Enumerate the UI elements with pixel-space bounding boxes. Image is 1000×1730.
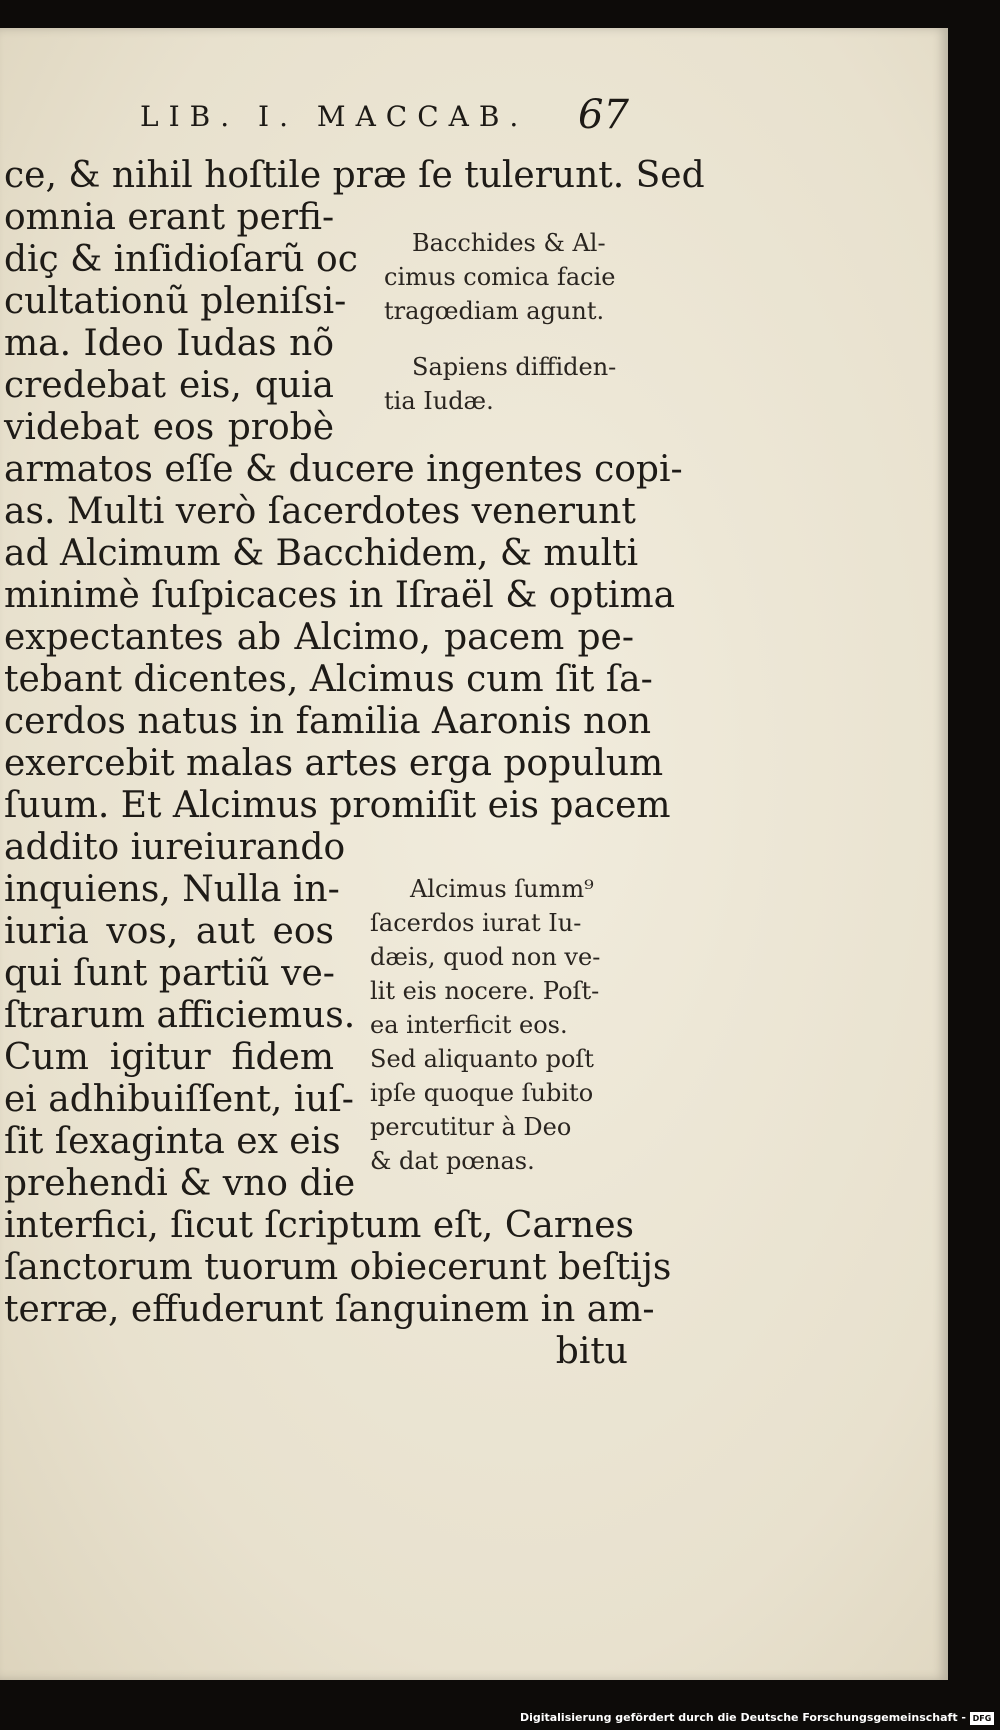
note-line: cimus comica facie bbox=[384, 263, 616, 291]
footer-bar bbox=[0, 1708, 1000, 1730]
text-line: Cum igitur fidem bbox=[4, 1037, 334, 1078]
text-line: diç & inſidioſarũ oc bbox=[4, 239, 358, 280]
funding-credit: Digitalisierung gefördert durch die Deutsche Forschungsgemeinschaft - bbox=[519, 1711, 966, 1724]
text-line: cultationũ pleniſsi- bbox=[4, 281, 347, 322]
text-line: qui ſunt partiũ ve- bbox=[4, 953, 335, 994]
margin-note bbox=[370, 872, 640, 1178]
text-line: terræ, effuderunt ſanguinem in am- bbox=[4, 1289, 655, 1330]
text-line: videbat eos probè bbox=[4, 407, 334, 448]
book-page bbox=[0, 28, 948, 1680]
text-line: ſtrarum afficiemus. bbox=[4, 995, 356, 1036]
text-line: omnia erant perfi- bbox=[4, 197, 335, 238]
text-line: ad Alcimum & Bacchidem, & multi bbox=[4, 533, 639, 574]
text-line: as. Multi verò ſacerdotes venerunt bbox=[4, 491, 636, 532]
note-line: Sapiens diffiden- bbox=[412, 353, 617, 381]
text-line: ſuum. Et Alcimus promiſit eis pacem bbox=[4, 785, 671, 826]
margin-note bbox=[384, 350, 644, 418]
note-line: lit eis nocere. Poſt- bbox=[370, 977, 600, 1005]
text-line: ma. Ideo Iudas nõ bbox=[4, 323, 334, 364]
text-line: ſanctorum tuorum obiecerunt beſtijs bbox=[4, 1247, 672, 1288]
dfg-logo: DFG bbox=[970, 1712, 994, 1725]
note-line: ſacerdos iurat Iu- bbox=[370, 909, 582, 937]
text-line: armatos eſſe & ducere ingentes copi- bbox=[4, 449, 683, 490]
note-line: ipſe quoque ſubito bbox=[370, 1079, 594, 1107]
text-line: tebant dicentes, Alcimus cum ſit ſa- bbox=[4, 659, 653, 700]
margin-note bbox=[384, 226, 644, 328]
text-line: prehendi & vno die bbox=[4, 1163, 356, 1204]
text-line: ei adhibuiſſent, iuſ- bbox=[4, 1079, 354, 1120]
text-line: minimè ſuſpicaces in Iſraël & optima bbox=[4, 575, 676, 616]
note-line: & dat pœnas. bbox=[370, 1147, 535, 1175]
note-line: tragœdiam agunt. bbox=[384, 297, 605, 325]
note-line: tia Iudæ. bbox=[384, 387, 494, 415]
note-line: percutitur à Deo bbox=[370, 1113, 572, 1141]
text-line: cerdos natus in familia Aaronis non bbox=[4, 701, 652, 742]
page-number: 67 bbox=[578, 92, 629, 138]
text-line: exercebit malas artes erga populum bbox=[4, 743, 664, 784]
note-line: dæis, quod non ve- bbox=[370, 943, 601, 971]
text-line: credebat eis, quia bbox=[4, 365, 334, 406]
text-line: inquiens, Nulla in- bbox=[4, 869, 340, 910]
running-title: LIB. I. MACCAB. bbox=[140, 100, 529, 133]
text-line: ce, & nihil hoſtile præ ſe tulerunt. Sed bbox=[4, 155, 705, 196]
text-line: bitu bbox=[555, 1331, 628, 1372]
text-line: addito iureiurando bbox=[4, 827, 346, 868]
text-line: ſit ſexaginta ex eis bbox=[4, 1121, 341, 1162]
note-line: Bacchides & Al- bbox=[412, 229, 606, 257]
note-line: ea interficit eos. bbox=[370, 1011, 568, 1039]
text-line: iuria vos, aut eos bbox=[4, 911, 334, 952]
note-line: Sed aliquanto poſt bbox=[370, 1045, 594, 1073]
note-line: Alcimus ſumm⁹ bbox=[410, 875, 594, 903]
text-line: interfici, ſicut ſcriptum eſt, Carnes bbox=[4, 1205, 634, 1246]
text-line: expectantes ab Alcimo, pacem pe- bbox=[4, 617, 634, 658]
